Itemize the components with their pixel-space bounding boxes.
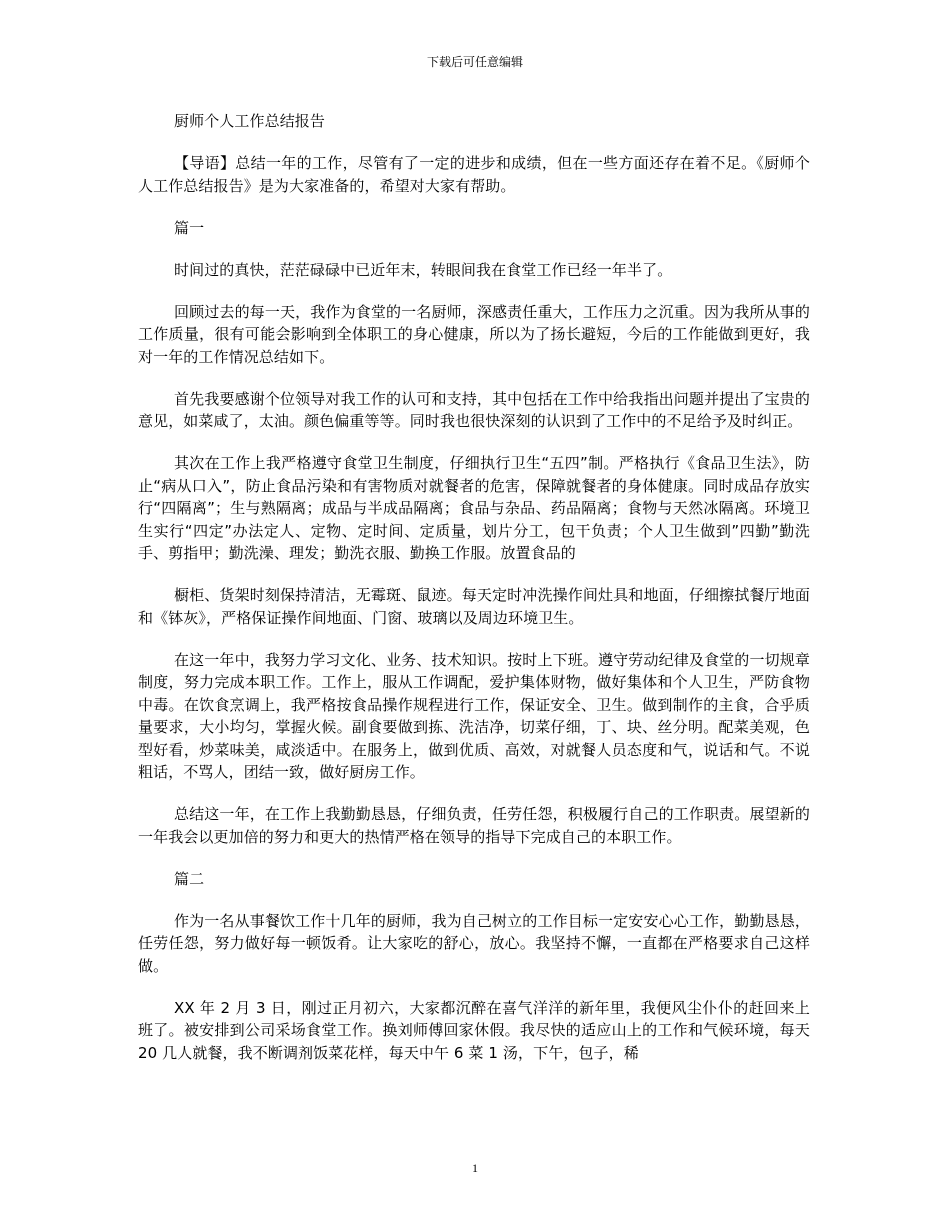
page-number: 1 [472,1161,478,1175]
paragraph: 橱柜、货架时刻保持清洁，无霉斑、鼠迹。每天定时冲洗操作间灶具和地面，仔细擦拭餐厅地面和《钵灰》，严格保证操作间地面、门窗、玻璃以及周边环境卫生。 [138,586,810,627]
paragraph: 其次在工作上我严格遵守食堂卫生制度，仔细执行卫生“五四”制。严格执行《食品卫生法》，防止“病从口入”，防止食品污染和有害物质对就餐者的危害，保障就餐者的身体健康。同时成品存放实行“四隔离”；生与熟隔离；成品与半成品隔离；食品与杂品、药品隔离；食物与天然冰隔离。环境卫生实行“四定”办法定人、定物、定时间、定质量，划片分工，包干负责；个人卫生做到”四勤”勤洗手、剪指甲；勤洗澡、理发；勤洗衣服、勤换工作服。放置食品的 [138,454,810,562]
paragraph: 在这一年中，我努力学习文化、业务、技术知识。按时上下班。遵守劳动纪律及食堂的一切规章制度，努力完成本职工作。工作上，服从工作调配，爱护集体财物，做好集体和个人卫生，严防食物中毒。在饮食烹调上，我严格按食品操作规程进行工作，保证安全、卫生。做到制作的主食，合乎质量要求，大小均匀，掌握火候。副食要做到拣、洗洁净，切菜仔细，丁、块、丝分明。配菜美观，色型好看，炒菜味美，咸淡适中。在服务上，做到优质、高效，对就餐人员态度和气，说话和气。不说粗话，不骂人，团结一致，做好厨房工作。 [138,650,810,781]
page-header: 下载后可任意编辑 [426,55,523,69]
paragraph: 首先我要感谢个位领导对我工作的认可和支持，其中包括在工作中给我指出问题并提出了宝贵的意见，如菜咸了，太油。颜色偏重等等。同时我也很快深刻的认识到了工作中的不足给予及时纠正。 [138,389,810,430]
paragraph: 回顾过去的每一天，我作为食堂的一名厨师，深感责任重大，工作压力之沉重。因为我所从事的工作质量，很有可能会影响到全体职工的身心健康，所以为了扬长避短，今后的工作能做到更好，我对一年的工作情况总结如下。 [138,302,810,366]
intro-paragraph: 【导语】总结一年的工作，尽管有了一定的进步和成绩，但在一些方面还存在着不足。《厨师个人工作总结报告》是为大家准备的，希望对大家有帮助。 [138,154,810,195]
paragraph: 作为一名从事餐饮工作十几年的厨师，我为自己树立的工作目标一定安安心心工作，勤勤恳恳，任劳任怨，努力做好每一顿饭肴。让大家吃的舒心，放心。我坚持不懈，一直都在严格要求自己这样做。 [138,911,810,975]
section-heading-2: 篇二 [174,869,205,888]
paragraph: 时间过的真快，茫茫碌碌中已近年末，转眼间我在食堂工作已经一年半了。 [174,260,673,279]
document-title: 厨师个人工作总结报告 [174,112,326,130]
document-body [138,110,810,1084]
paragraph: XX 年 2 月 3 日，刚过正月初六，大家都沉醉在喜气洋洋的新年里，我便风尘仆仆的赶回来上班了。被安排到公司采场食堂工作。换刘师傅回家休假。我尽快的适应山上的工作和气候环境，每天 20 几人就餐，我不断调剂饭菜花样，每天中午 6 菜 1 汤，下午，包子，稀 [138,998,810,1062]
section-heading-1: 篇一 [174,218,205,237]
paragraph: 总结这一年，在工作上我勤勤恳恳，仔细负责，任劳任怨，积极履行自己的工作职责。展望新的一年我会以更加倍的努力和更大的热情严格在领导的指导下完成自己的本职工作。 [138,805,810,846]
